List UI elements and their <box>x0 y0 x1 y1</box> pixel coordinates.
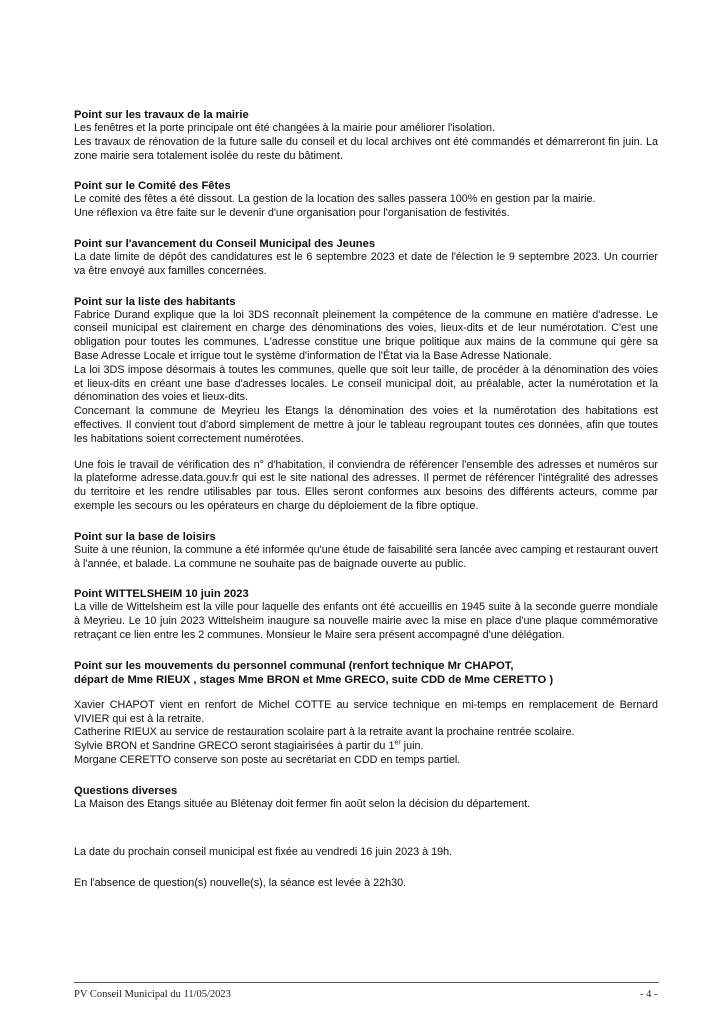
superscript: er <box>394 739 401 747</box>
paragraph: Xavier CHAPOT vient en renfort de Michel COTTE au service technique en mi-temps en remplacement de Bernard VIVIER qui est à la retraite. <box>74 698 658 725</box>
paragraph: La date limite de dépôt des candidatures est le 6 septembre 2023 et date de l'élection le 9 septembre 2023. Un courrier va être envoyé aux familles concernées. <box>74 250 658 277</box>
document-body <box>74 108 658 901</box>
footer-divider <box>74 982 659 983</box>
paragraph: Les travaux de rénovation de la future salle du conseil et du local archives ont été commandés et démarreront fin juin. La zone mairie sera totalement isolée du reste du bâtiment. <box>74 135 658 162</box>
paragraph: Catherine RIEUX au service de restauration scolaire part à la retraite avant la prochaine rentrée scolaire. <box>74 726 575 739</box>
section-conseil-jeunes <box>74 237 658 279</box>
section-heading: Point sur les travaux de la mairie <box>74 109 249 121</box>
next-meeting-text: La date du prochain conseil municipal est fixée au vendredi 16 juin 2023 à 19h. <box>74 845 453 858</box>
paragraph: Les fenêtres et la porte principale ont été changées à la mairie pour améliorer l'isolation. <box>74 122 495 134</box>
paragraph: La loi 3DS impose désormais à toutes les communes, quelle que soit leur taille, de procéder à la dénomination des voies et lieux-dits en créant une base d'adresses locales. Le conseil municipal doit, au préalable, acter la numérotation et la dénomination des voies et lieux-dits. <box>74 363 658 404</box>
section-heading: départ de Mme RIEUX , stages Mme BRON et Mme GRECO, suite CDD de Mme CERETTO ) <box>74 673 554 686</box>
section-heading: Point sur la base de loisirs <box>74 530 216 543</box>
session-closed-text: En l'absence de question(s) nouvelle(s), la séance est levée à 22h30. <box>74 877 407 890</box>
paragraph: Fabrice Durand explique que la loi 3DS reconnaît pleinement la compétence de la commune en matière d'adresse. Le conseil municipal est clairement en charge des dénominations des voies, lieux-dits et de leur numérotation. C'est une obligation pour toutes les communes. L'adresse constitue une brique politique aux mains de la commune qui gère sa Base Adresse Locale et irrigue tout le système d'information de l'État via la Base Adresse Nationale. <box>74 308 658 362</box>
text-run: juin. <box>400 740 424 753</box>
section-heading: Point sur les mouvements du personnel communal (renfort technique Mr CHAPOT, <box>74 659 514 672</box>
section-personnel <box>74 659 658 768</box>
paragraph <box>74 740 658 754</box>
paragraph: Une réflexion va être faite sur le devenir d'une organisation pour l'organisation de festivités. <box>74 207 510 220</box>
section-heading: Point sur le Comité des Fêtes <box>74 180 231 193</box>
section-closing <box>74 846 658 892</box>
paragraph: Concernant la commune de Meyrieu les Etangs la dénomination des voies et la numérotation des habitations est effectives. Il convient tout d'abord simplement de mettre à jour le tableau regroupant toutes ces données, afin que toutes les habitations soient correctement numérotées. <box>74 405 658 445</box>
paragraph: Suite à une réunion, la commune a été informée qu'une étude de faisabilité sera lancée avec camping et restaurant ouvert à l'année, et balade. La commune ne souhaite pas de baignade ouverte au public. <box>74 543 658 570</box>
section-heading: Point WITTELSHEIM 10 juin 2023 <box>74 588 249 601</box>
text-run: Sylvie BRON et Sandrine GRECO seront stagiairisées à partir du 1 <box>74 740 395 753</box>
paragraph: La ville de Wittelsheim est la ville pour laquelle des enfants ont été accueillis en 1945 suite à la seconde guerre mondiale à Meyrieu. Le 10 juin 2023 Wittelsheim inaugure sa nouvelle mairie avec la mise en place d'une plaque commémorative retraçant ce lien entre les 2 communes. Monsieur le Maire sera présent accompagné d'une délégation. <box>74 601 658 641</box>
section-questions-diverses <box>74 784 658 812</box>
section-travaux-mairie <box>74 108 658 163</box>
footer-document-title: PV Conseil Municipal du 11/05/2023 <box>74 989 231 1000</box>
paragraph: Morgane CERETTO conserve son poste au secrétariat en CDD en temps partiel. <box>74 753 461 766</box>
section-liste-habitants <box>74 295 658 514</box>
page-number: - 4 - <box>640 989 658 1000</box>
paragraph: Le comité des fêtes a été dissout. La gestion de la location des salles passera 100% en gestion par la mairie. <box>74 193 596 206</box>
section-wittelsheim <box>74 587 658 642</box>
section-heading: Point sur la liste des habitants <box>74 295 236 308</box>
paragraph: Une fois le travail de vérification des n° d'habitation, il conviendra de référencer l'ensemble des adresses et numéros sur la plateforme adresse.data.gouv.fr qui est le site national des adresses. Il permet de référencer l'intégralité des adresses du territoire et les rendre utilisables par tous. Elles seront conformes aux besoins des différents acteurs, comme par exemple les secours ou les opérateurs en charge du déploiement de la fibre optique. <box>74 458 658 512</box>
section-base-loisirs <box>74 530 658 572</box>
section-comite-fetes <box>74 179 658 221</box>
section-heading: Point sur l'avancement du Conseil Municipal des Jeunes <box>74 237 376 250</box>
section-heading: Questions diverses <box>74 784 178 797</box>
paragraph: La Maison des Etangs située au Blétenay doit fermer fin août selon la décision du département. <box>74 797 531 810</box>
